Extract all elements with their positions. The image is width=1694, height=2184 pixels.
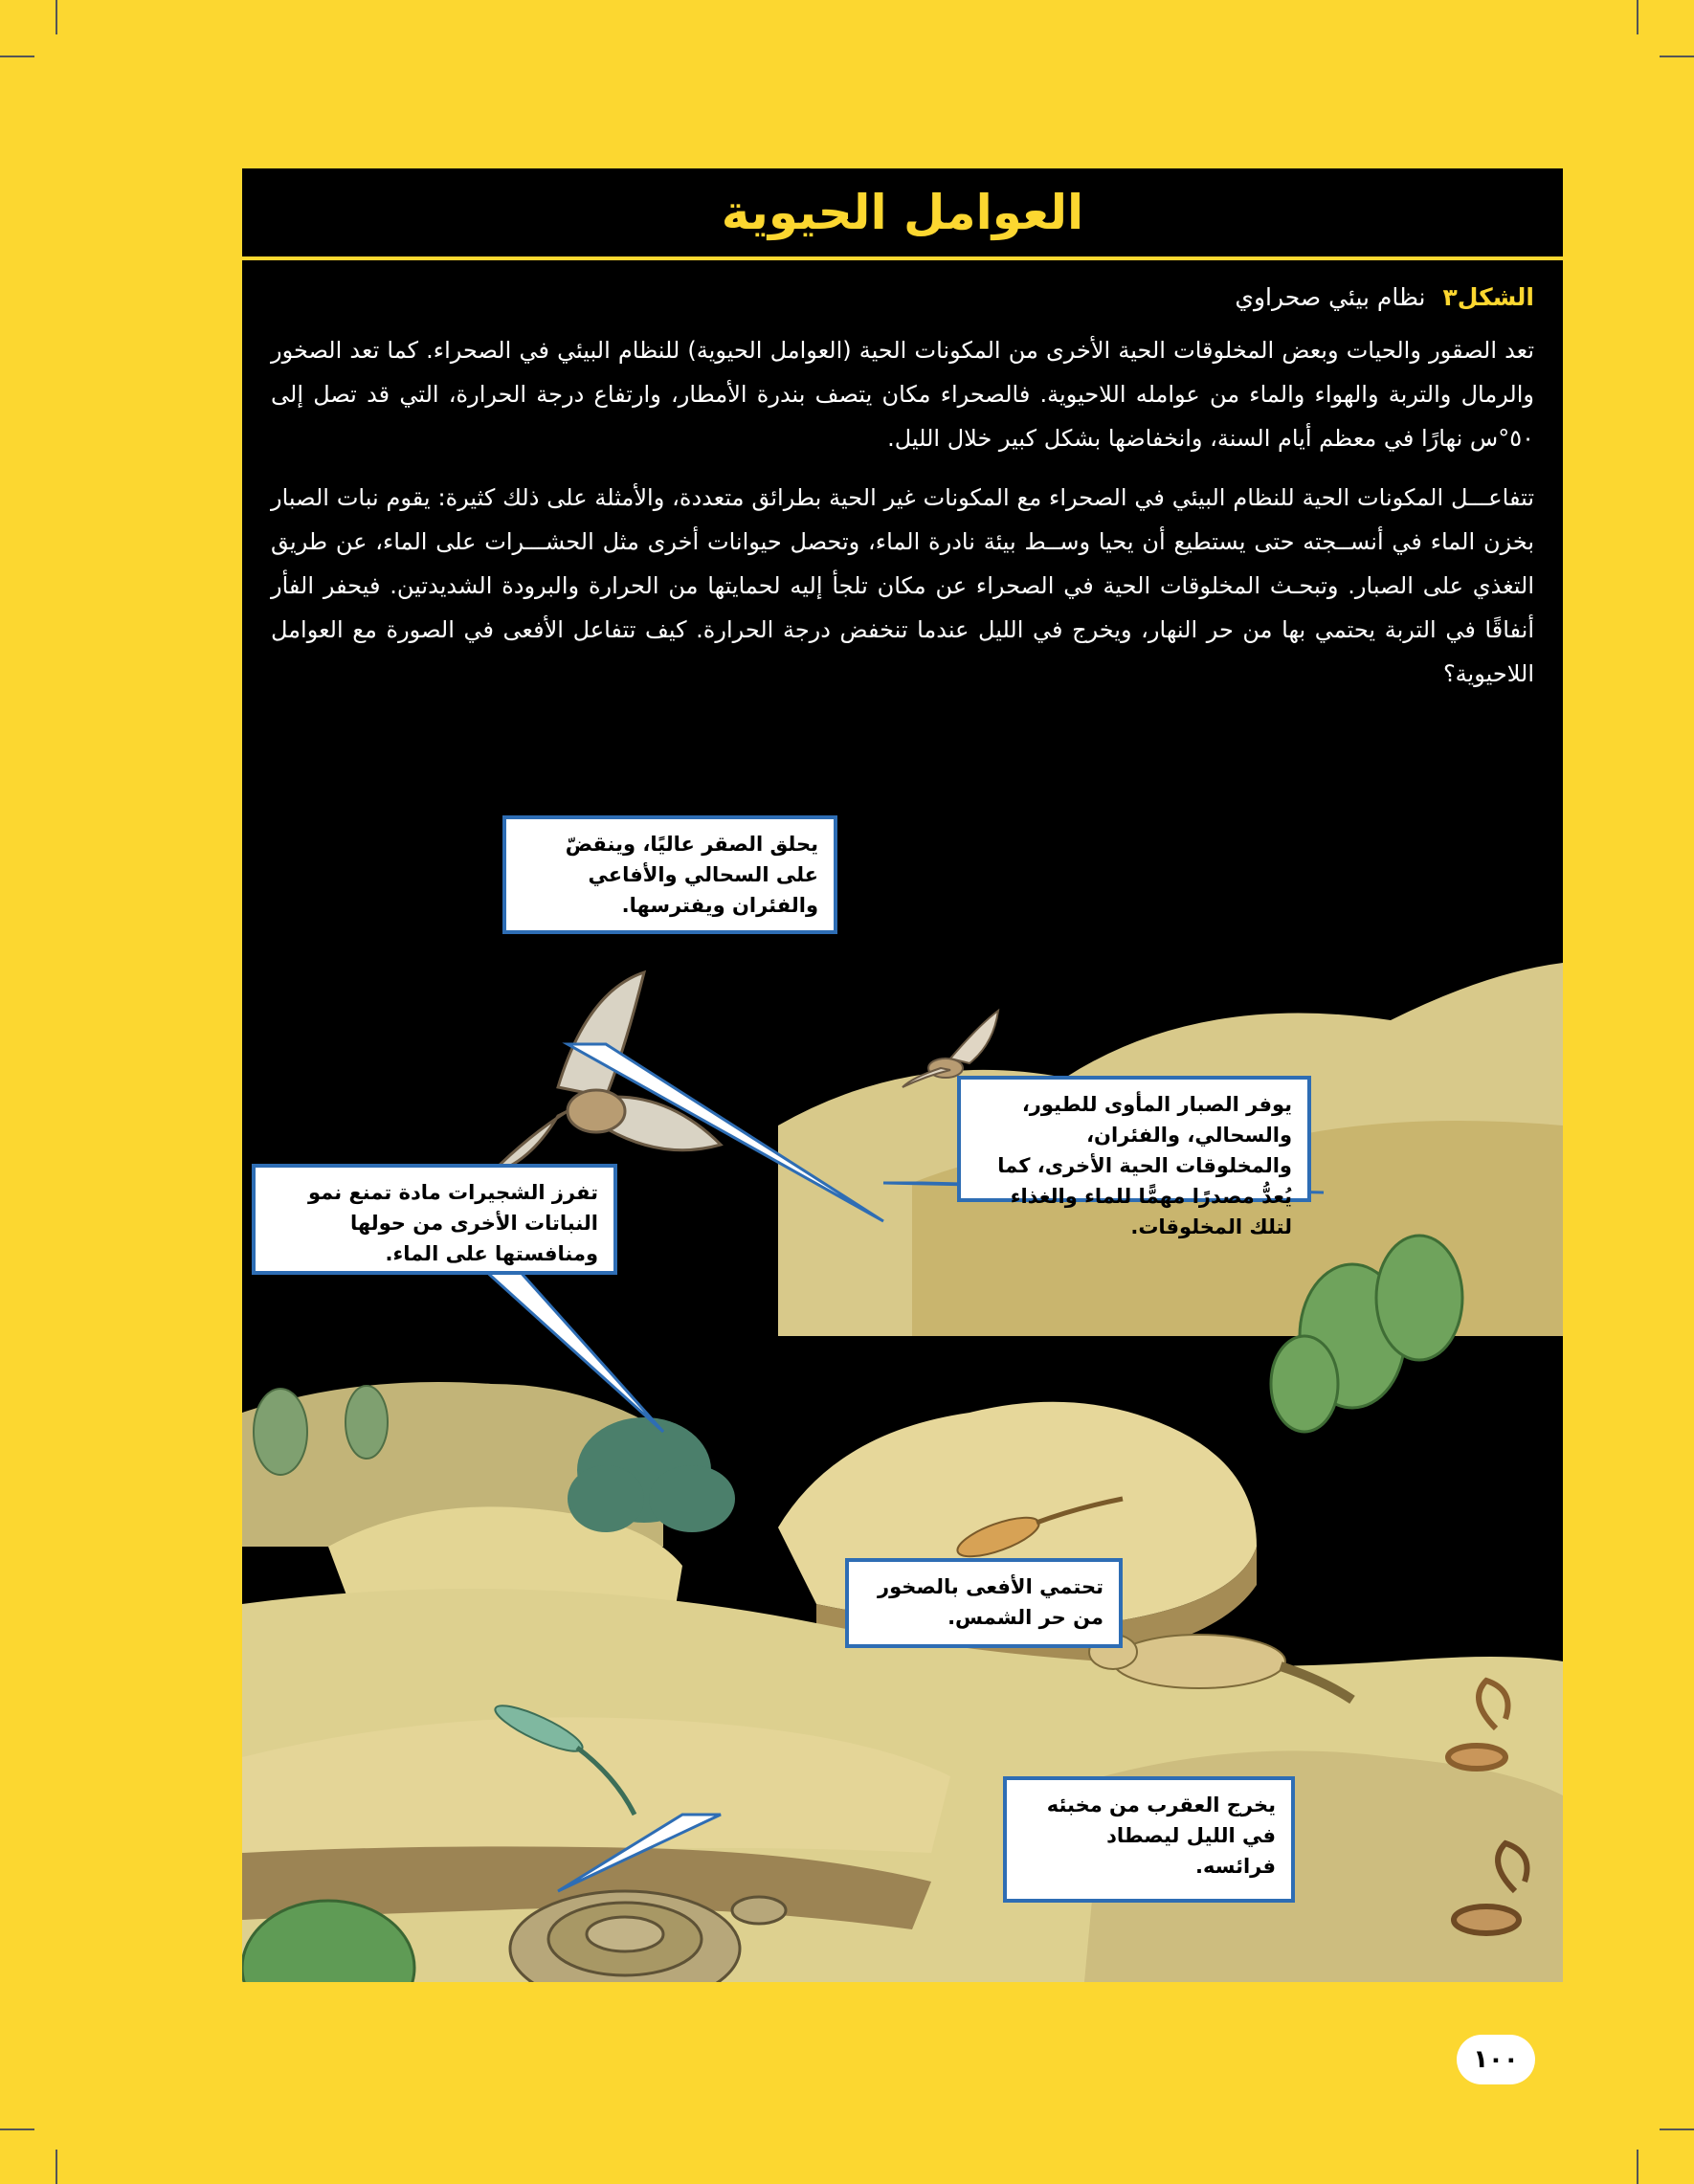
callout-cactus: يوفر الصبار المأوى للطيور، والسحالي، والفئران، والمخلوقات الحية الأخرى، كما يُعدُّ مصدرًا مهمًّا للماء والغذاء لتلك المخلوقات. bbox=[957, 1076, 1311, 1202]
crop-mark bbox=[1660, 2128, 1694, 2130]
callout-snake: تحتمي الأفعى بالصخور من حر الشمس. bbox=[845, 1558, 1123, 1648]
crop-mark bbox=[0, 56, 34, 57]
title-bar bbox=[242, 168, 1563, 260]
content-panel bbox=[242, 168, 1563, 1982]
callout-hawk: يحلق الصقر عاليًا، وينقضّ على السحالي والأفاعي والفئران ويفترسها. bbox=[502, 815, 837, 934]
figure-caption-text: نظام بيئي صحراوي bbox=[1235, 283, 1426, 311]
page-number: ١٠٠ bbox=[1457, 2035, 1535, 2084]
paragraph-2: تتفاعـــل المكونات الحية للنظام البيئي في الصحراء مع المكونات غير الحية بطرائق متعددة، والأمثلة على ذلك كثيرة: يقوم نبات الصبار بخزن الماء في أنســجته حتى يستطيع أن يحيا وســط بيئة نادرة الماء، وتحصل حيوانات أخرى مثل الحشـــرات على الماء، عن طريق التغذي على الصبار. وتبحـث المخلوقات الحية في الصحراء عن مكان تلجأ إليه لحمايتها من الحرارة والبرودة الشديدتين. فيحفر الفأر أنفاقًا في التربة يحتمي بها من حر النهار، ويخرج في الليل عندما تنخفض درجة الحرارة. كيف تتفاعل الأفعى في الصورة مع العوامل اللاحيوية؟ bbox=[271, 484, 1534, 687]
page-title: العوامل الحيوية bbox=[721, 185, 1084, 240]
hawk-large bbox=[491, 972, 721, 1173]
figure-label: الشكل٣ bbox=[1442, 283, 1534, 311]
crop-mark bbox=[1637, 0, 1638, 34]
crop-mark bbox=[1637, 2150, 1638, 2184]
text-block bbox=[271, 283, 1534, 711]
callout-shrub: تفرز الشجيرات مادة تمنع نمو النباتات الأخرى من حولها ومنافستها على الماء. bbox=[252, 1164, 617, 1275]
paragraph-1: تعد الصقور والحيات وبعض المخلوقات الحية الأخرى من المكونات الحية (العوامل الحيوية) للنظام البيئي في الصحراء. كما تعد الصخور والرمال والتربة والهواء والماء من عوامله اللاحيوية. فالصحراء مكان يتصف بندرة الأمطار، وارتفاع درجة الحرارة، التي قد تصل إلى ٥٠°س نهارًا في معظم أيام السنة، وانخفاضها بشكل كبير خلال الليل. bbox=[271, 337, 1534, 452]
figure-caption bbox=[271, 283, 1534, 311]
callout-scorpion: يخرج العقرب من مخبئه في الليل ليصطاد فرائسه. bbox=[1003, 1776, 1295, 1903]
crop-mark bbox=[0, 2128, 34, 2130]
desert-scene-illustration bbox=[242, 934, 1563, 1982]
crop-mark bbox=[1660, 56, 1694, 57]
crop-mark bbox=[56, 0, 57, 34]
crop-mark bbox=[56, 2150, 57, 2184]
